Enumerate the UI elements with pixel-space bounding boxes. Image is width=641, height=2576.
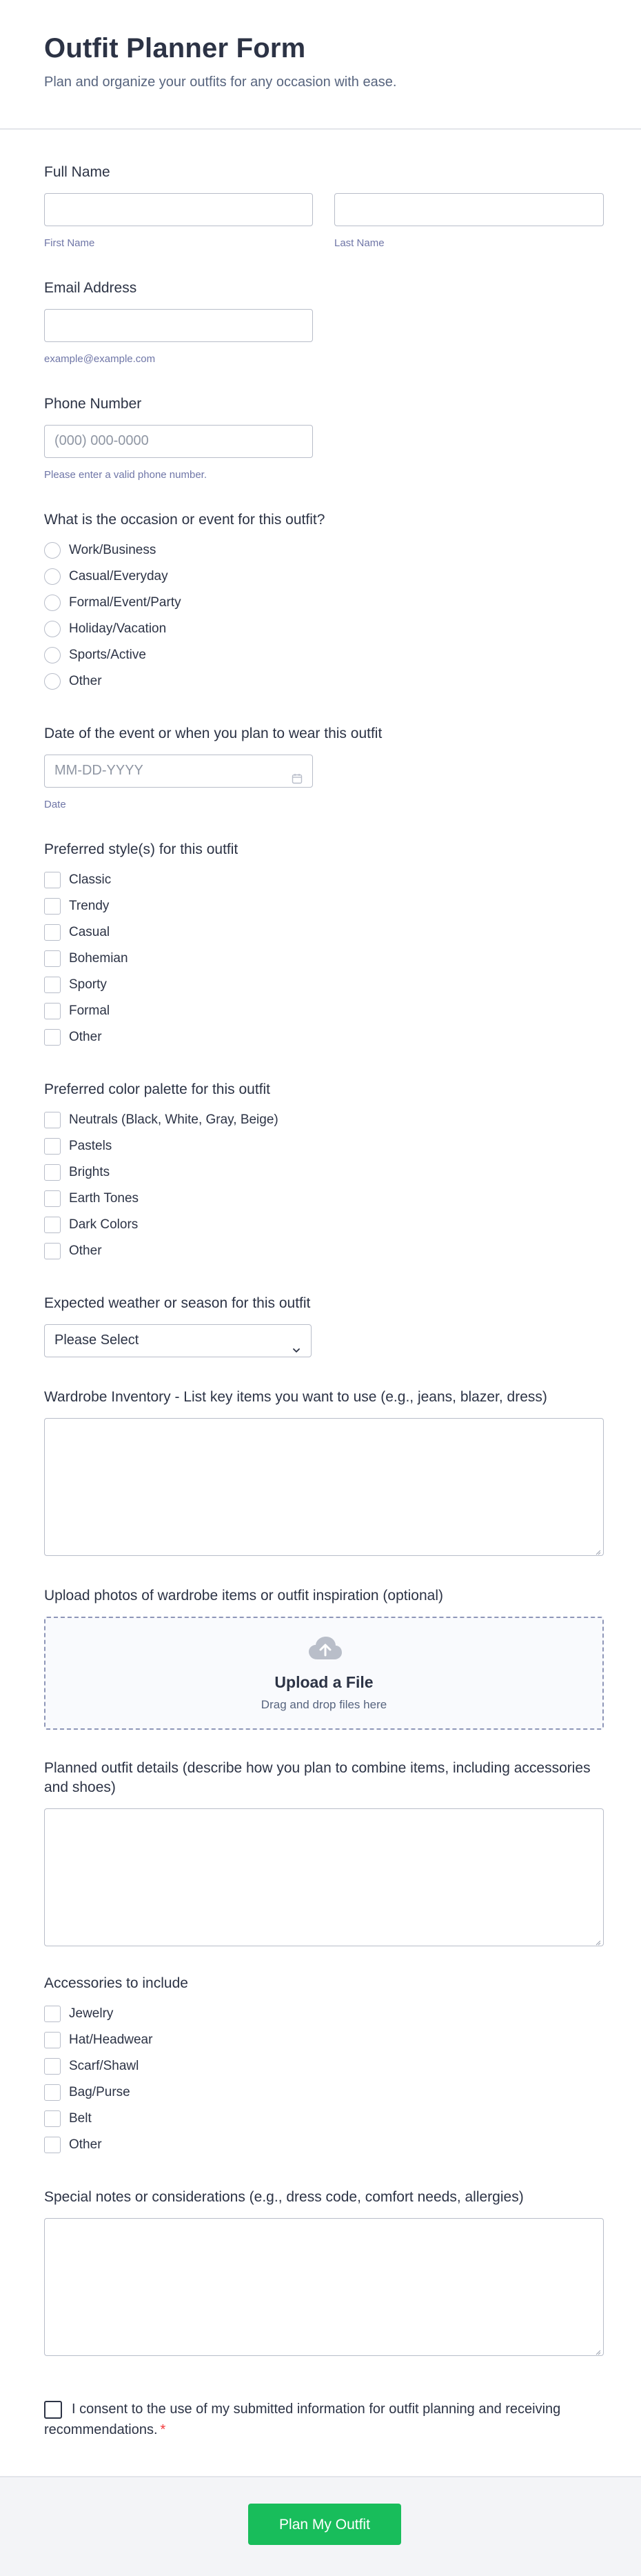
checkbox[interactable]: [44, 1138, 61, 1155]
weather-label: Expected weather or season for this outfit: [44, 1295, 311, 1311]
style-option-label: Casual: [69, 925, 110, 939]
style-option[interactable]: [44, 1028, 102, 1047]
checkbox[interactable]: [44, 2110, 61, 2127]
radio-button[interactable]: [44, 542, 61, 559]
color-option-label: Dark Colors: [69, 1217, 139, 1232]
email-label: Email Address: [44, 280, 137, 296]
accessory-option-label: Other: [69, 2137, 102, 2152]
checkbox[interactable]: [44, 2032, 61, 2048]
phone-input[interactable]: (000) 000-0000: [44, 425, 313, 458]
occasion-option-label: Holiday/Vacation: [69, 621, 167, 636]
consent-text: [44, 2399, 568, 2440]
checkbox[interactable]: [44, 1164, 61, 1181]
accessory-option[interactable]: [44, 2004, 113, 2024]
color-option[interactable]: [44, 1215, 138, 1235]
radio-button[interactable]: [44, 568, 61, 585]
accessory-option[interactable]: [44, 2109, 92, 2128]
occasion-option-label: Sports/Active: [69, 648, 146, 662]
occasion-question: [44, 510, 604, 697]
color-option-label: Other: [69, 1244, 102, 1258]
last-name-sublabel: Last Name: [334, 237, 385, 249]
checkbox[interactable]: [44, 1003, 61, 1019]
upload-title: Upload a File: [274, 1673, 374, 1691]
weather-selected-value: Please Select: [54, 1332, 139, 1348]
checkbox[interactable]: [44, 2084, 61, 2101]
style-option-label: Formal: [69, 1004, 110, 1018]
checkbox[interactable]: [44, 2058, 61, 2075]
special-notes-question: [44, 2188, 604, 2360]
wardrobe-label: Wardrobe Inventory - List key items you want to use (e.g., jeans, blazer, dress): [44, 1389, 547, 1405]
style-label: Preferred style(s) for this outfit: [44, 841, 238, 857]
page-subtitle: Plan and organize your outfits for any occasion with ease.: [44, 74, 397, 90]
plan-my-outfit-button[interactable]: Plan My Outfit: [248, 2504, 401, 2545]
resize-handle-icon[interactable]: [594, 2346, 601, 2353]
accessory-option-label: Jewelry: [69, 2006, 114, 2021]
style-option[interactable]: [44, 1001, 110, 1021]
phone-label: Phone Number: [44, 396, 142, 412]
occasion-label: What is the occasion or event for this outfit?: [44, 512, 325, 528]
style-option[interactable]: [44, 949, 128, 968]
checkbox[interactable]: [44, 950, 61, 967]
phone-question: [44, 395, 604, 484]
cloud-upload-icon: [307, 1635, 343, 1661]
page-title: Outfit Planner Form: [44, 33, 306, 63]
phone-sublabel: Please enter a valid phone number.: [44, 469, 207, 481]
accessory-option[interactable]: [44, 2030, 152, 2050]
radio-button[interactable]: [44, 647, 61, 663]
checkbox[interactable]: [44, 2137, 61, 2153]
full-name-label: Full Name: [44, 164, 110, 180]
color-option-label: Brights: [69, 1165, 110, 1179]
accessory-option-label: Bag/Purse: [69, 2085, 130, 2099]
color-option[interactable]: [44, 1241, 102, 1261]
first-name-sublabel: First Name: [44, 237, 95, 249]
upload-label: Upload photos of wardrobe items or outfit inspiration (optional): [44, 1588, 443, 1604]
checkbox[interactable]: [44, 1029, 61, 1046]
outfit-details-question: [44, 1759, 604, 1945]
calendar-icon[interactable]: [292, 765, 303, 776]
style-option[interactable]: [44, 923, 110, 942]
occasion-option-label: Other: [69, 674, 102, 688]
checkbox[interactable]: [44, 977, 61, 993]
radio-button[interactable]: [44, 673, 61, 690]
accessory-option-label: Hat/Headwear: [69, 2033, 153, 2047]
email-field[interactable]: [44, 309, 313, 342]
style-option-label: Trendy: [69, 899, 110, 913]
email-sublabel: example@example.com: [44, 353, 156, 365]
date-sublabel: Date: [44, 799, 66, 810]
checkbox[interactable]: [44, 1217, 61, 1233]
checkbox[interactable]: [44, 1190, 61, 1207]
weather-question: [44, 1294, 604, 1363]
resize-handle-icon[interactable]: [594, 1546, 601, 1553]
date-placeholder: MM-DD-YYYY: [54, 763, 143, 778]
date-input[interactable]: [44, 755, 313, 788]
color-palette-question: [44, 1080, 604, 1266]
style-option[interactable]: [44, 870, 111, 890]
outfit-details-label: Planned outfit details (describe how you plan to combine items, including accessories and shoes): [44, 1760, 591, 1795]
checkbox[interactable]: [44, 872, 61, 888]
upload-hint: Drag and drop files here: [261, 1698, 387, 1711]
consent-question: [44, 2399, 604, 2444]
outfit-details-textarea[interactable]: [44, 1808, 604, 1946]
special-notes-label: Special notes or considerations (e.g., dress code, comfort needs, allergies): [44, 2189, 524, 2205]
color-option-label: Neutrals (Black, White, Gray, Beige): [69, 1112, 278, 1127]
color-option-label: Pastels: [69, 1139, 112, 1153]
color-option-label: Earth Tones: [69, 1191, 139, 1206]
consent-label: I consent to the use of my submitted information for outfit planning and receiving recommendations.: [44, 2402, 561, 2437]
form-header: [0, 0, 641, 130]
style-question: [44, 840, 604, 1054]
form-footer: [0, 2476, 641, 2576]
checkbox[interactable]: [44, 924, 61, 941]
color-palette-label: Preferred color palette for this outfit: [44, 1081, 270, 1097]
last-name-input[interactable]: [334, 193, 604, 226]
date-label: Date of the event or when you plan to wear this outfit: [44, 726, 383, 741]
weather-select[interactable]: [44, 1324, 312, 1357]
accessory-option-label: Belt: [69, 2111, 92, 2126]
special-notes-textarea[interactable]: [44, 2218, 604, 2356]
checkbox[interactable]: [44, 2006, 61, 2022]
occasion-option[interactable]: [44, 672, 102, 691]
file-upload-dropzone[interactable]: [44, 1617, 604, 1730]
style-option-label: Bohemian: [69, 951, 128, 966]
radio-button[interactable]: [44, 595, 61, 611]
style-option-label: Other: [69, 1030, 102, 1044]
occasion-option[interactable]: [44, 567, 168, 586]
email-question: [44, 279, 604, 368]
occasion-option[interactable]: [44, 541, 156, 560]
style-option-label: Sporty: [69, 977, 107, 992]
upload-question: [44, 1586, 604, 1731]
first-name-input[interactable]: [44, 193, 313, 226]
style-option-label: Classic: [69, 872, 112, 887]
occasion-option-label: Work/Business: [69, 543, 156, 557]
checkbox[interactable]: [44, 898, 61, 915]
full-name-question: [44, 163, 604, 252]
accessories-question: [44, 1974, 604, 2160]
resize-handle-icon[interactable]: [594, 1937, 601, 1944]
wardrobe-textarea[interactable]: [44, 1418, 604, 1556]
color-option[interactable]: [44, 1110, 278, 1130]
checkbox[interactable]: [44, 1112, 61, 1128]
accessory-option[interactable]: [44, 2057, 139, 2076]
checkbox[interactable]: [44, 1243, 61, 1259]
occasion-option[interactable]: [44, 619, 166, 639]
color-option[interactable]: [44, 1189, 139, 1208]
chevron-down-icon[interactable]: [292, 1336, 301, 1346]
color-option[interactable]: [44, 1137, 112, 1156]
color-option[interactable]: [44, 1163, 110, 1182]
accessory-option[interactable]: [44, 2135, 102, 2155]
radio-button[interactable]: [44, 621, 61, 637]
consent-checkbox[interactable]: [44, 2401, 62, 2419]
style-option[interactable]: [44, 975, 107, 995]
occasion-option-label: Casual/Everyday: [69, 569, 168, 583]
accessory-option-label: Scarf/Shawl: [69, 2059, 139, 2073]
occasion-option[interactable]: [44, 593, 181, 612]
accessories-label: Accessories to include: [44, 1975, 188, 1991]
style-option[interactable]: [44, 897, 109, 916]
wardrobe-question: [44, 1388, 604, 1560]
required-mark: *: [160, 2422, 166, 2437]
accessory-option[interactable]: [44, 2083, 130, 2102]
occasion-option[interactable]: [44, 646, 146, 665]
occasion-option-label: Formal/Event/Party: [69, 595, 181, 610]
date-question: [44, 724, 604, 814]
